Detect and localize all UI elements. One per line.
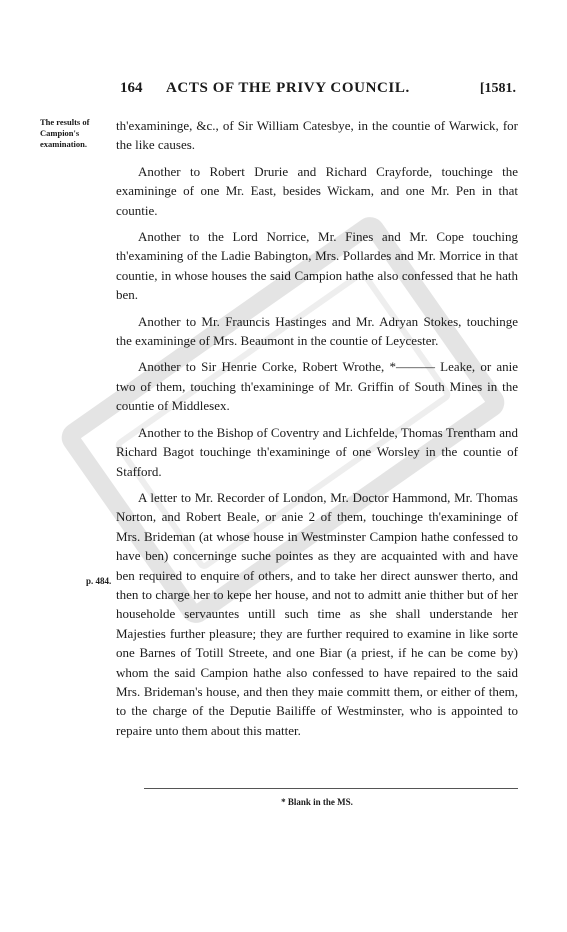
running-header <box>108 80 516 102</box>
running-title: ACTS OF THE PRIVY COUNCIL. <box>166 80 410 96</box>
margin-note: The results of Campion's examination. <box>40 117 90 149</box>
paragraph-6: Another to the Bishop of Coventry and Lichfelde, Thomas Trentham and Richard Bagot touchinge th'examininge of one Worsley in the countie of Stafford. <box>116 424 518 479</box>
footnote-divider <box>144 788 518 789</box>
document-body <box>116 116 518 747</box>
paragraph-5: Another to Sir Henrie Corke, Robert Wrothe, *——— Leake, or anie two of them, touching th'examininge of Mr. Griffin of South Mines in the countie of Middlesex. <box>116 359 518 414</box>
footnote: * Blank in the MS. <box>281 797 353 807</box>
paragraph-4: Another to Mr. Frauncis Hastinges and Mr. Adryan Stokes, touchinge the examininge of Mrs. Beaumont in the countie of Leycester. <box>116 313 518 349</box>
paragraph-3: Another to the Lord Norrice, Mr. Fines and Mr. Cope touching th'examining of the Ladie Babington, Mrs. Pollardes and Mr. Morrice in that countie, in whose houses the said Campion hathe also confessed that he hath ben. <box>116 229 518 303</box>
paragraph-7: A letter to Mr. Recorder of London, Mr. Doctor Hammond, Mr. Thomas Norton, and Robert Beale, or anie 2 of them, touchinge th'examininge of Mrs. Brideman (at whose house in Westminster Campion hathe confessed to have ben) concerninge suche pointes as they are acquainted with and have ben required to enquire of others, and to take her direct aunswer therto, and then to charge her to kepe her house, and not to admitt anie thither but of her householde servauntes untill such time as she shall understande her Majesties further pleasure; they are further required to examine in like sorte one Barnes of Totill Streete, and one Biar (a priest, if he can be come by) whom the said Campion hathe also confessed to have repaired to the said Mrs. Brideman's house, and then they maie committ them, or either of them, to the charge of the Deputie Bailiffe of Westminster, who is appointed to repaire unto them about this matter. <box>116 489 518 738</box>
paragraph-1: th'examininge, &c., of Sir William Catesbye, in the countie of Warwick, for the like causes. <box>116 118 518 153</box>
margin-page-reference: p. 484. <box>86 576 112 586</box>
page-number: 164 <box>120 80 143 96</box>
year-marker: [1581. <box>479 81 516 96</box>
paragraph-2: Another to Robert Drurie and Richard Crayforde, touchinge the examininge of one Mr. East, besides Wickam, and one Mr. Pen in that countie. <box>116 163 518 218</box>
